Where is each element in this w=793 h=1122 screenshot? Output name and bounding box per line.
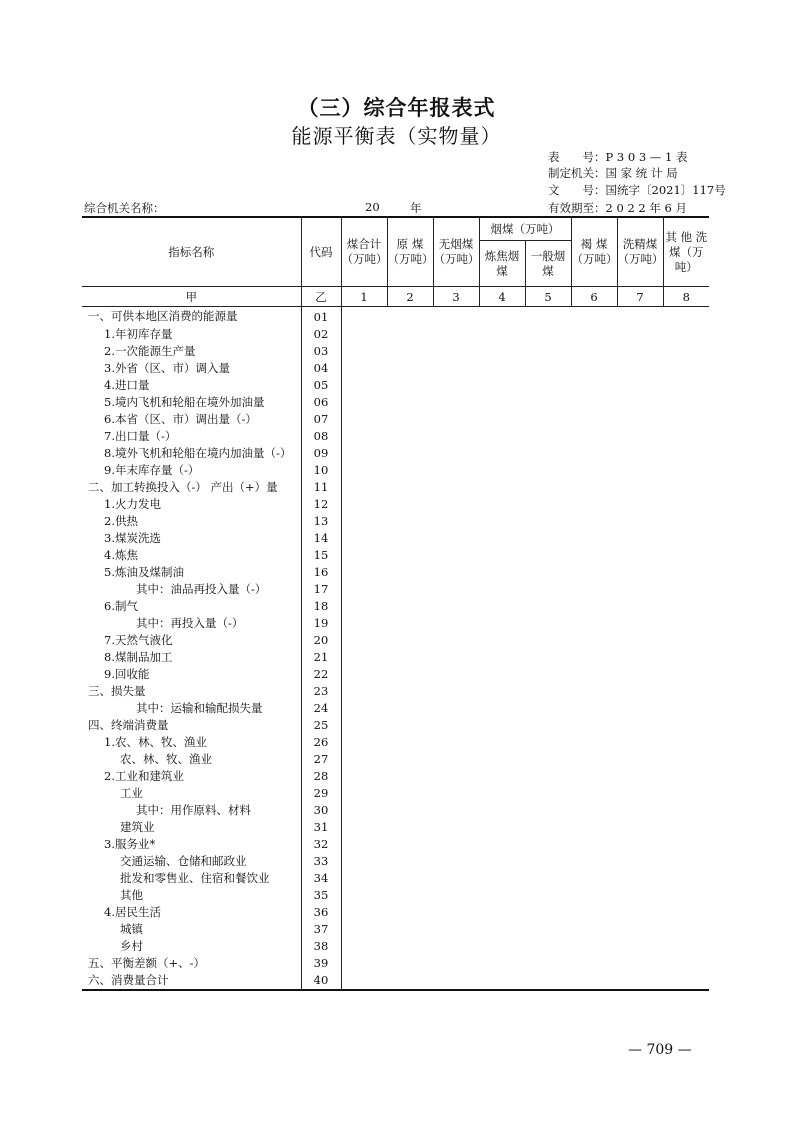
meta-key: 文 号： [548,183,606,197]
header-raw-coal: 原 煤（万吨） [387,217,433,287]
table-row [82,394,709,411]
header-cleaned-coal: 洗精煤（万吨） [617,217,663,287]
row-value-cells [341,581,709,598]
row-indicator-name: 7.出口量（-） [104,429,177,443]
row-code: 26 [301,734,341,751]
table-row [82,564,709,581]
table-row [82,649,709,666]
table-row [82,785,709,802]
row-code: 40 [301,972,341,990]
meta-value: 国 家 统 计 局 [605,166,678,180]
row-code: 05 [301,377,341,394]
row-code: 35 [301,887,341,904]
table-row [82,360,709,377]
row-indicator-name: 1.年初库存量 [104,327,173,341]
row-value-cells [341,768,709,785]
energy-balance-table [82,216,709,991]
row-value-cells [341,445,709,462]
row-indicator-name: 工业 [120,786,143,800]
row-value-cells [341,377,709,394]
row-value-cells [341,819,709,836]
row-value-cells [341,870,709,887]
table-row [82,513,709,530]
row-indicator-name: 其中：用作原料、材料 [136,803,251,817]
header-coal-total: 煤合计（万吨） [341,217,387,287]
row-indicator-name: 8.煤制品加工 [104,650,173,664]
table-row [82,666,709,683]
row-code: 27 [301,751,341,768]
header-anthracite: 无烟煤（万吨） [433,217,479,287]
table-row [82,887,709,904]
table-row [82,307,709,327]
row-indicator-name: 9.回收能 [104,667,150,681]
row-value-cells [341,972,709,990]
row-value-cells [341,836,709,853]
table-row [82,853,709,870]
row-code: 37 [301,921,341,938]
row-value-cells [341,428,709,445]
row-value-cells [341,938,709,955]
row-code: 39 [301,955,341,972]
row-indicator-name: 3.服务业* [104,837,156,851]
index-cell: 7 [617,287,663,307]
row-indicator-name: 8.境外飞机和轮船在境内加油量（-） [104,446,292,460]
table-row [82,751,709,768]
row-value-cells [341,530,709,547]
row-value-cells [341,479,709,496]
index-cell: 3 [433,287,479,307]
meta-key: 有效期至： [548,201,606,215]
row-value-cells [341,326,709,343]
row-indicator-name: 其他 [120,888,143,902]
header-general-bituminous: 一般烟煤 [525,241,571,287]
row-code: 36 [301,904,341,921]
table-row [82,343,709,360]
row-value-cells [341,462,709,479]
table-row [82,836,709,853]
table-row [82,819,709,836]
row-value-cells [341,307,709,327]
table-row [82,717,709,734]
table-row [82,768,709,785]
row-value-cells [341,921,709,938]
row-value-cells [341,564,709,581]
table-row [82,938,709,955]
row-code: 20 [301,632,341,649]
row-indicator-name: 7.天然气液化 [104,633,173,647]
row-code: 15 [301,547,341,564]
row-indicator-name: 交通运输、仓储和邮政业 [120,854,247,868]
table-row [82,802,709,819]
header-other-washed-coal: 其 他 洗 煤（万吨） [663,217,709,287]
row-indicator-name: 3.外省（区、市）调入量 [104,361,230,375]
row-value-cells [341,700,709,717]
meta-key: 制定机关： [548,166,606,180]
table-row [82,581,709,598]
row-code: 11 [301,479,341,496]
row-indicator-name: 2.工业和建筑业 [104,769,184,783]
row-value-cells [341,547,709,564]
row-indicator-name: 5.炼油及煤制油 [104,565,184,579]
index-cell: 6 [571,287,617,307]
row-code: 38 [301,938,341,955]
row-code: 29 [301,785,341,802]
table-row [82,615,709,632]
row-value-cells [341,615,709,632]
row-indicator-name: 4.进口量 [104,378,150,392]
index-cell: 1 [341,287,387,307]
meta-document-number [548,182,726,198]
row-indicator-name: 5.境内飞机和轮船在境外加油量 [104,395,265,409]
row-indicator-name: 4.炼焦 [104,548,138,562]
row-indicator-name: 四、终端消费量 [88,718,169,732]
row-value-cells [341,360,709,377]
row-value-cells [341,955,709,972]
table-row [82,428,709,445]
row-value-cells [341,853,709,870]
row-code: 16 [301,564,341,581]
row-value-cells [341,904,709,921]
row-indicator-name: 2.一次能源生产量 [104,344,196,358]
row-code: 13 [301,513,341,530]
table-row [82,955,709,972]
row-value-cells [341,802,709,819]
row-code: 31 [301,819,341,836]
row-code: 04 [301,360,341,377]
row-code: 18 [301,598,341,615]
index-cell: 8 [663,287,709,307]
page-subtitle: 能源平衡表（实物量） [291,124,502,148]
header-bituminous: 烟煤（万吨） [479,217,571,241]
meta-key: 表 号： [548,150,606,164]
index-cell: 2 [387,287,433,307]
year-label: 20 [365,200,380,214]
row-indicator-name: 其中：运输和输配损失量 [136,701,263,715]
row-code: 28 [301,768,341,785]
row-code: 25 [301,717,341,734]
index-cell: 乙 [301,287,341,307]
header-code: 代码 [301,217,341,287]
meta-valid-until [548,200,687,216]
row-code: 02 [301,326,341,343]
row-indicator-name: 二、加工转换投入（-） 产出（+）量 [88,480,278,494]
row-indicator-name: 六、消费量合计 [82,972,301,990]
table-row [82,972,709,990]
table-row [82,734,709,751]
table-row [82,411,709,428]
row-code: 06 [301,394,341,411]
row-indicator-name: 批发和零售业、住宿和餐饮业 [120,871,270,885]
header-indicator-name: 指标名称 [82,217,301,287]
row-code: 17 [301,581,341,598]
row-code: 21 [301,649,341,666]
meta-value: 2 0 2 2 年 6 月 [605,201,688,215]
row-code: 14 [301,530,341,547]
table-row [82,496,709,513]
row-code: 01 [301,307,341,327]
row-indicator-name: 乡村 [120,939,143,953]
meta-form-number [548,149,687,165]
row-code: 07 [301,411,341,428]
row-indicator-name: 6.制气 [104,599,138,613]
table-row [82,530,709,547]
page-number: — 709 — [628,1042,692,1058]
meta-value: 国统字〔2021〕117号 [605,183,726,197]
row-code: 22 [301,666,341,683]
row-code: 03 [301,343,341,360]
table-row [82,921,709,938]
row-indicator-name: 农、林、牧、渔业 [120,752,212,766]
row-value-cells [341,649,709,666]
row-code: 30 [301,802,341,819]
table-row [82,632,709,649]
table-row [82,598,709,615]
row-value-cells [341,666,709,683]
row-indicator-name: 4.居民生活 [104,905,161,919]
row-code: 19 [301,615,341,632]
row-indicator-name: 1.火力发电 [104,497,161,511]
row-code: 09 [301,445,341,462]
table-row [82,870,709,887]
header-lignite: 褐 煤（万吨） [571,217,617,287]
row-code: 24 [301,700,341,717]
table-row [82,479,709,496]
row-value-cells [341,598,709,615]
row-code: 10 [301,462,341,479]
row-indicator-name: 其中：油品再投入量（-） [136,582,267,596]
row-value-cells [341,496,709,513]
table-row [82,462,709,479]
row-value-cells [341,751,709,768]
table-row [82,445,709,462]
index-cell: 甲 [82,287,301,307]
row-indicator-name: 城镇 [120,922,143,936]
index-cell: 5 [525,287,571,307]
row-value-cells [341,785,709,802]
row-indicator-name: 一、可供本地区消费的能源量 [88,309,238,323]
table-row [82,700,709,717]
row-value-cells [341,632,709,649]
row-code: 33 [301,853,341,870]
row-indicator-name: 1.农、林、牧、渔业 [104,735,207,749]
row-code: 23 [301,683,341,700]
column-index-row [82,287,709,307]
row-code: 32 [301,836,341,853]
table-row [82,326,709,343]
page-title: （三）综合年报表式 [297,96,496,120]
table-row [82,547,709,564]
row-value-cells [341,513,709,530]
row-indicator-name: 三、损失量 [88,684,146,698]
meta-value: P 3 0 3 — 1 表 [605,150,688,164]
row-indicator-name: 五、平衡差额（+、-） [88,956,206,970]
row-indicator-name: 其中：再投入量（-） [136,616,244,630]
year-suffix: 年 [410,201,422,215]
row-code: 12 [301,496,341,513]
row-code: 34 [301,870,341,887]
row-indicator-name: 建筑业 [120,820,155,834]
row-value-cells [341,411,709,428]
row-value-cells [341,683,709,700]
table-row [82,377,709,394]
index-cell: 4 [479,287,525,307]
row-indicator-name: 3.煤炭洗选 [104,531,161,545]
row-indicator-name: 2.供热 [104,514,138,528]
meta-authority [548,165,678,181]
table-row [82,904,709,921]
table-row [82,683,709,700]
header-coking-coal: 炼焦烟煤 [479,241,525,287]
row-value-cells [341,734,709,751]
row-code: 08 [301,428,341,445]
row-value-cells [341,717,709,734]
row-value-cells [341,394,709,411]
row-indicator-name: 6.本省（区、市）调出量（-） [104,412,257,426]
unit-name-label: 综合机关名称： [84,201,165,215]
row-indicator-name: 9.年末库存量（-） [104,463,200,477]
row-value-cells [341,887,709,904]
row-value-cells [341,343,709,360]
